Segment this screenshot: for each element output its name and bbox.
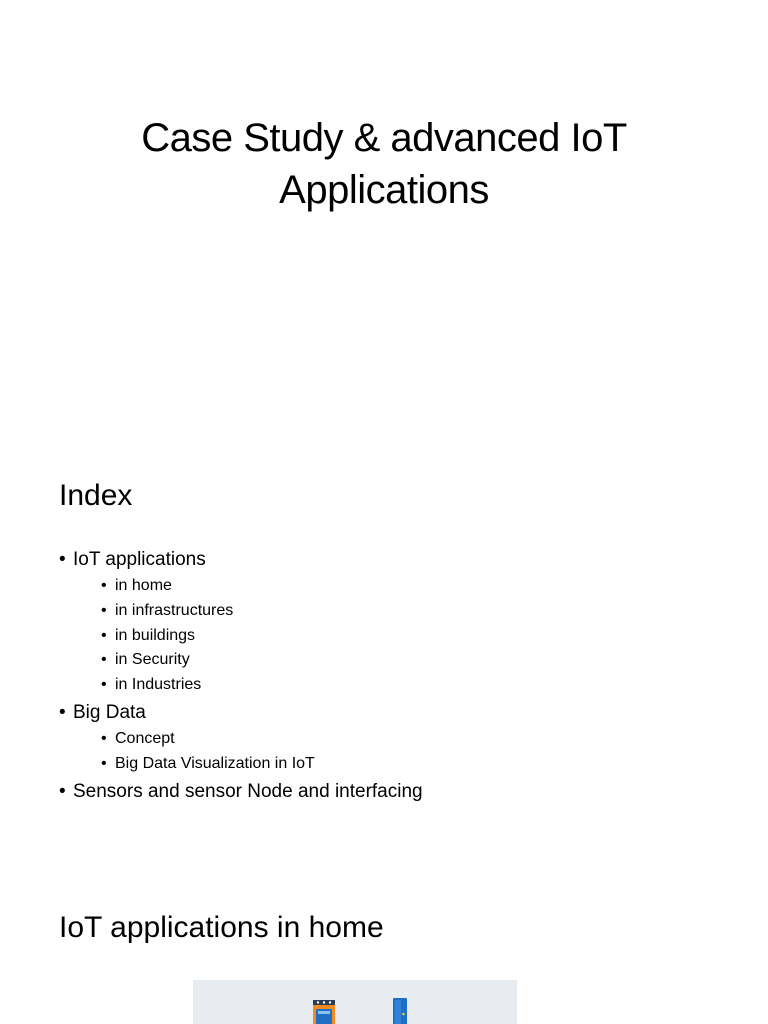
list-item-label: Sensors and sensor Node and interfacing <box>73 780 423 802</box>
home-applications-slide <box>0 864 768 1024</box>
title-slide <box>0 0 768 432</box>
list-item: • in Industries <box>101 673 423 698</box>
list-item: • Big Data Visualization in IoT <box>101 752 423 777</box>
index-item-iot-applications <box>59 548 423 698</box>
list-item: • in infrastructures <box>101 599 423 624</box>
slide-title-line-2: Applications <box>279 168 489 212</box>
list-item: • in home <box>101 574 423 599</box>
index-list <box>59 548 423 804</box>
slide-title-line-1: Case Study & advanced IoT <box>141 116 627 160</box>
index-slide <box>0 432 768 864</box>
sub-list <box>73 574 423 698</box>
slide-title <box>0 112 768 216</box>
door-icon <box>392 997 408 1024</box>
index-heading: Index <box>59 479 133 512</box>
list-item: • in buildings <box>101 624 423 649</box>
list-item-label: IoT applications <box>73 549 206 570</box>
home-applications-heading: IoT applications in home <box>59 911 384 944</box>
index-item-big-data <box>59 701 423 777</box>
list-item: • Concept <box>101 727 423 752</box>
stove-icon <box>311 998 337 1024</box>
list-item: • in Security <box>101 648 423 673</box>
list-item-label: Big Data <box>73 701 146 723</box>
index-item-sensors <box>59 780 423 804</box>
home-illustration <box>193 980 517 1024</box>
sub-list <box>73 727 423 777</box>
